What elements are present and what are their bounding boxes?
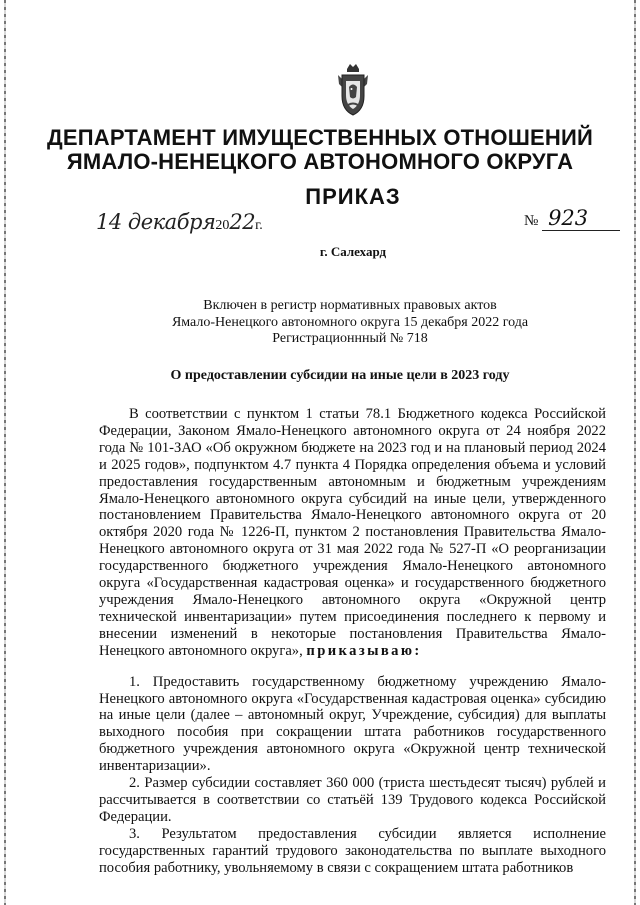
order-number — [524, 206, 620, 231]
handwritten-number: 923 — [542, 206, 620, 231]
order-date — [96, 210, 263, 234]
registration-line1: Включен в регистр нормативных правовых актов — [203, 298, 497, 313]
department-name-line1: ДЕПАРТАМЕНТ ИМУЩЕСТВЕННЫХ ОТНОШЕНИЙ — [46, 125, 593, 150]
document-title: ПРИКАЗ — [305, 184, 401, 209]
preamble-paragraph — [99, 406, 606, 660]
handwritten-year: 22 — [229, 210, 256, 234]
document-body — [99, 406, 606, 876]
coat-of-arms-icon — [334, 62, 372, 120]
year-prefix: 20 — [215, 218, 230, 233]
handwritten-date: 14 декабря — [96, 210, 216, 234]
document-subject: О предоставлении субсидии на иные цели в 2023 году — [170, 368, 510, 383]
item-2: 2. Размер субсидии составляет 360 000 (триста шестьдесят тысяч) рублей и рассчитывается в соответствии со статьёй 139 Трудового кодекса Российской Федерации. — [99, 775, 606, 825]
registration-line2: Ямало-Ненецкого автономного округа 15 декабря 2022 года — [171, 314, 529, 330]
department-name-line2: ЯМАЛО-НЕНЕЦКОГО АВТОНОМНОГО ОКРУГА — [66, 149, 574, 174]
scan-edge-left — [4, 0, 6, 905]
scan-edge-right — [634, 0, 636, 905]
preamble-text: В соответствии с пунктом 1 статьи 78.1 Бюджетного кодекса Российской Федерации, Законом Ямало-Ненецкого автономного округа от 24 ноября 2022 года № 101-ЗАО «Об окружном бюджете на 2023 год и на плановый период 2024 и 2025 годов», подпунктом 4.7 пункта 4 Порядка определения объема и условий предоставления государственным автономным и бюджетным учреждениям Ямало-Ненецкого автономного округа субсидий на иные цели, утвержденного постановлением Правительства Ямало-Ненецкого автономного округа от 20 октября 2020 года № 1226-П, пунктом 2 постановления Правительства Ямало-Ненецкого автономного округа от 31 мая 2022 года № 527-П «О реорганизации государственного бюджетного учреждения Ямало-Ненецкого автономного округа «Государственная кадастровая оценка» и государственного бюджетного учреждения Ямало-Ненецкого автономного округа «Окружной центр технической инвентаризации» путем присоединения последнего к первому и внесении изменений в некоторые постановления Правительства Ямало-Ненецкого автономного округа», — [99, 406, 606, 659]
city: г. Салехард — [319, 244, 387, 259]
item-3: 3. Результатом предоставления субсидии является исполнение государственных гарантий трудового законодательства по выплате выходного пособия работнику, увольняемому в связи с сокращением штата работников — [99, 825, 606, 876]
number-sign: № — [524, 213, 539, 229]
order-word: приказываю: — [306, 642, 422, 659]
item-1: 1. Предоставить государственному бюджетному учреждению Ямало-Ненецкого автономного округа «Государственная кадастровая оценка» субсидию на иные цели (далее – автономный округ, Учреждение, субсидия) для выплаты выходного пособия при сокращении штата работников государственного бюджетного учреждения автономного округа «Окружной центр технической инвентаризации». — [99, 673, 606, 775]
year-suffix: г. — [255, 218, 263, 233]
registration-note — [100, 298, 600, 348]
registration-line3: Регистрационнный № 718 — [272, 331, 428, 346]
